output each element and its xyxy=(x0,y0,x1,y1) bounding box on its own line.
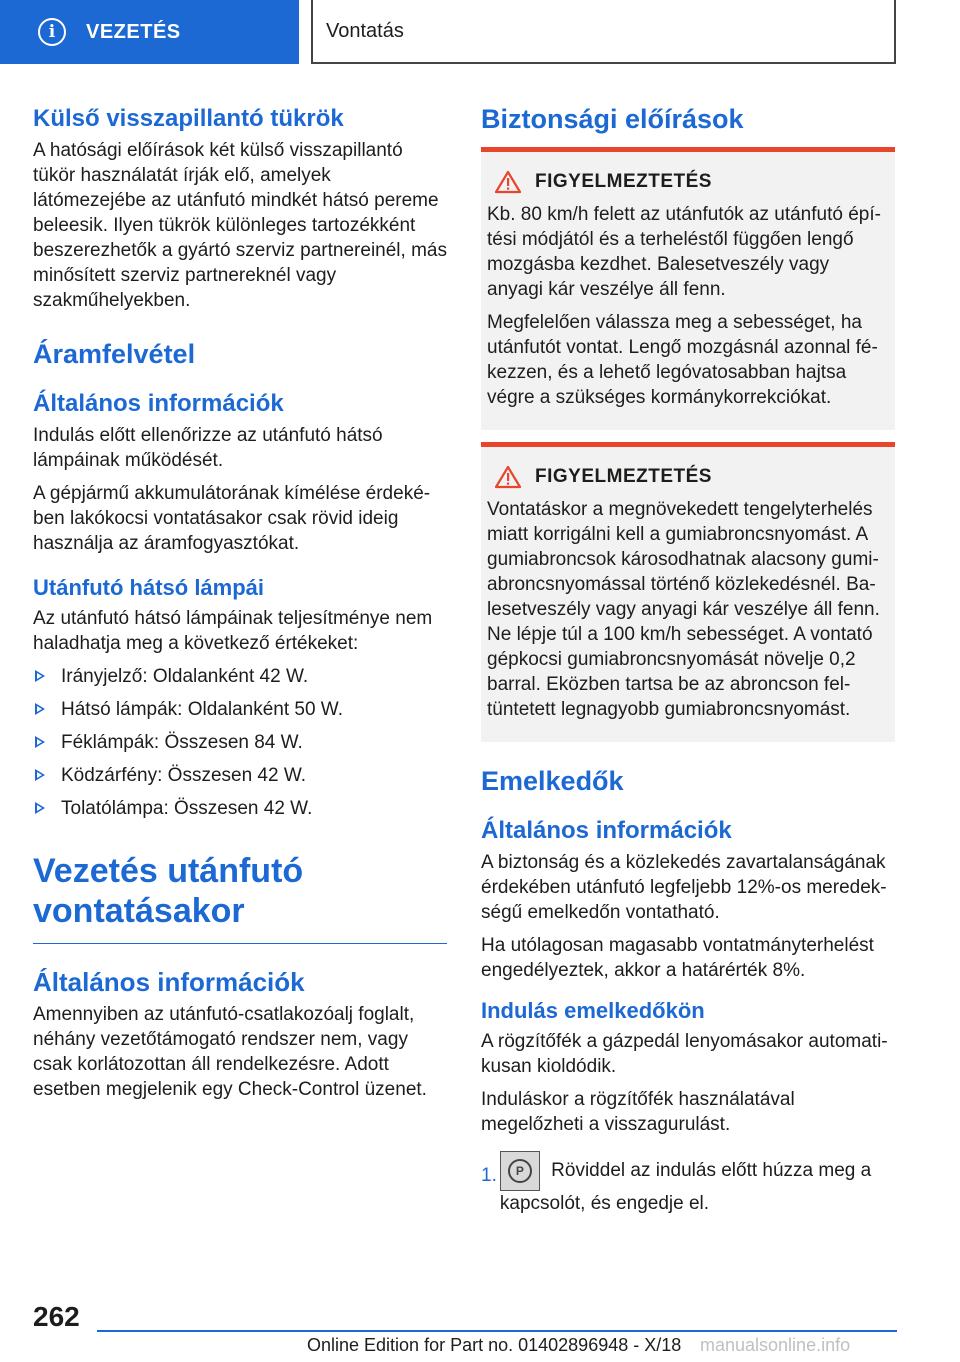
bullet-triangle-icon xyxy=(35,670,45,682)
start-incline-text-2: Induláskor a rögzítőfék használatával megelőzheti a visszagurulást. xyxy=(481,1089,795,1135)
footer-divider xyxy=(97,1330,897,1332)
bullet-triangle-icon xyxy=(35,802,45,814)
warning-title-2 xyxy=(495,465,889,489)
section-divider xyxy=(33,943,447,944)
chapter-tab[interactable] xyxy=(0,0,299,64)
step-body xyxy=(500,1151,895,1216)
power-text-2: A gépjármű akkumulátorának kímélése érdekében lakókocsi vontatásakor csak rövid ideig használja az áramfogyasztókat. xyxy=(33,483,431,554)
start-incline-heading: Indulás emelkedőkön xyxy=(481,998,705,1023)
driving-general-heading: Általános információk xyxy=(33,967,305,997)
step-item xyxy=(481,1151,895,1216)
warning-triangle-icon xyxy=(495,465,521,489)
mirrors-heading: Külső visszapillantó tükrök xyxy=(33,105,344,132)
list-item: Irányjelző: Oldalanként 42 W. xyxy=(33,664,447,689)
inclines-heading: Emelkedők xyxy=(481,766,624,796)
power-text-1: Indulás előtt ellenőrizze az utánfutó hátsó lámpáinak működését. xyxy=(33,425,383,471)
driving-text: Amennyiben az utánfutó-csatlakozóalj foglalt, néhány vezetőtámogató rendszer nem, vagy csak korlátozottan áll rendelkezésre. Adott esetben megjelenik egy Check-Control üzenet. xyxy=(33,1004,427,1100)
edition-text: Online Edition for Part no. 01402896948 - X/18 xyxy=(307,1335,682,1355)
step-text: Röviddel az indulás előtt húzza meg a kapcsolót, és engedje el. xyxy=(499,1160,872,1214)
warning-box-2 xyxy=(481,442,895,742)
bullet-triangle-icon xyxy=(35,703,45,715)
warning-1-text-2: Megfelelően válassza meg a sebességet, ha utánfutót vontat. Lengő mozgásnál azonnal fékezzen, és a lehető legóvatosabban hajtsa végre a szükséges kormánykorrekciókat. xyxy=(487,312,878,408)
mirrors-text: A hatósági előírások két külső visszapillantó tükör használatát írják elő, amelyek látómezejébe az utánfutó mindkét hátsó pereme beleesik. Ilyen tükrök különleges tartozékként beszerezhetők a gyártó szerviz partnereinél, más minősített szerviz partnereknél vagy szakműhelyekben. xyxy=(33,140,447,311)
bullet-triangle-icon xyxy=(35,736,45,748)
power-general-heading: Általános információk xyxy=(33,390,284,417)
warning-triangle-icon xyxy=(495,170,521,194)
warning-box-1 xyxy=(481,147,895,430)
bullet-triangle-icon xyxy=(35,769,45,781)
power-heading: Áramfelvétel xyxy=(33,339,196,369)
right-column xyxy=(481,100,895,1216)
watermark: manualsonline.info xyxy=(700,1335,851,1355)
lamps-list xyxy=(33,664,447,821)
warning-label: FIGYELMEZTETÉS xyxy=(535,466,712,487)
section-header xyxy=(311,0,896,64)
lamps-heading: Utánfutó hátsó lámpái xyxy=(33,575,265,600)
inclines-general-heading: Általános információk xyxy=(481,817,732,844)
info-icon: i xyxy=(38,18,66,46)
list-item: Tolatólámpa: Összesen 42 W. xyxy=(33,796,447,821)
list-item: Féklámpák: Összesen 84 W. xyxy=(33,730,447,755)
page-number: 262 xyxy=(33,1301,80,1332)
warning-2-text: Vontatáskor a megnövekedett tengelyterhelés miatt korrigálni kell a gumiabroncsnyomást. A gumiabroncsok károsodhatnak alacsony gumiabroncsnyomással történő közlekedésnél. Balesetveszély vagy anyagi kár veszélye áll fenn. Ne lépje túl a 100 km/h sebességet. A vontató gépkocsi gumiabroncsnyomását növelje 0,2 barral. Eközben tartsa be az abroncson feltüntetett legnagyobb gumiabroncsnyomást. xyxy=(487,499,880,720)
section-title: Vontatás xyxy=(326,19,404,42)
inclines-text-2: Ha utólagosan magasabb vontatmányterhelést engedélyeztek, akkor a határérték 8%. xyxy=(481,935,874,981)
left-column xyxy=(33,100,447,1110)
list-item: Hátsó lámpák: Oldalanként 50 W. xyxy=(33,697,447,722)
list-item: Ködzárfény: Összesen 42 W. xyxy=(33,763,447,788)
inclines-text-1: A biztonság és a közlekedés zavartalanságának érdekében utánfutó legfeljebb 12%-os meredekségű emelkedőn vontatható. xyxy=(481,852,887,923)
driving-heading: Vezetés utánfutó vontatásakor xyxy=(33,852,304,930)
parking-brake-icon: P xyxy=(500,1151,540,1191)
chapter-title: VEZETÉS xyxy=(86,20,181,43)
lamps-text: Az utánfutó hátsó lámpáinak teljesítménye nem haladhatja meg a következő értékeket: xyxy=(33,608,433,654)
warning-label: FIGYELMEZTETÉS xyxy=(535,171,712,192)
step-number: 1. xyxy=(481,1165,497,1186)
start-incline-text-1: A rögzítőfék a gázpedál lenyomásakor automatikusan kioldódik. xyxy=(481,1031,888,1077)
warning-title-1 xyxy=(495,170,889,194)
safety-heading: Biztonsági előírások xyxy=(481,104,744,134)
warning-1-text-1: Kb. 80 km/h felett az utánfutók az utánfutó építési módjától és a terheléstől függően lengő mozgásba kezdhet. Balesetveszély vagy anyagi kár veszélye áll fenn. xyxy=(487,204,881,300)
